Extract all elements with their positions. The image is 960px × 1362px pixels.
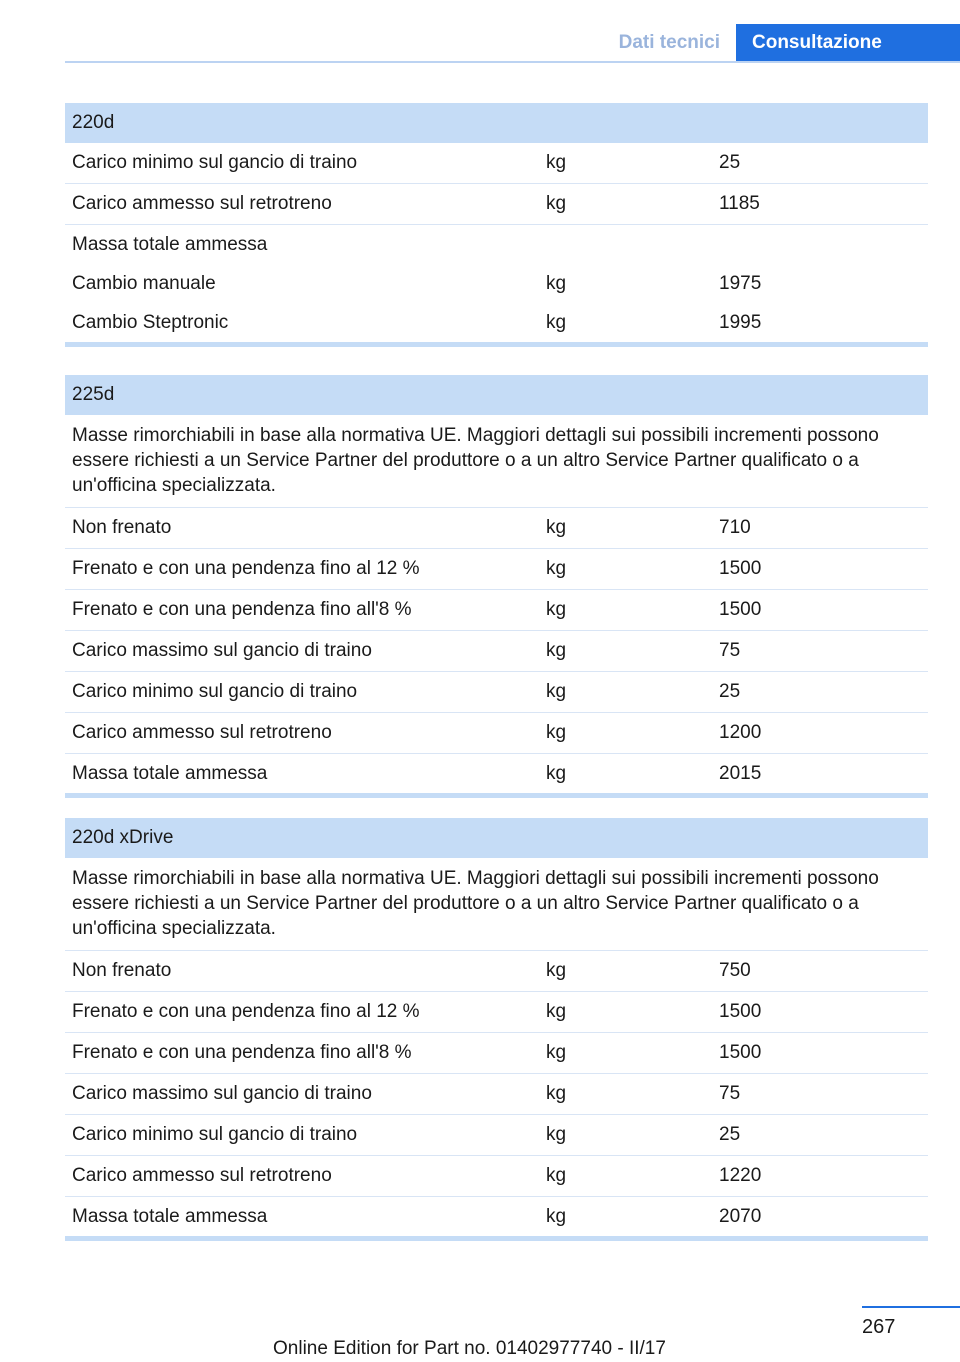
table-225d: [65, 375, 928, 798]
table-row: [65, 1074, 928, 1115]
row-value: 2070: [719, 1206, 762, 1227]
table-row: [65, 672, 928, 713]
footer-divider: [862, 1306, 960, 1308]
row-label: Carico massimo sul gancio di traino: [72, 640, 372, 661]
row-value: 1500: [719, 1042, 762, 1063]
page-header: [603, 24, 960, 62]
row-unit: kg: [546, 599, 567, 620]
table-row: [65, 1156, 928, 1197]
row-label: Carico ammesso sul retrotreno: [72, 1165, 332, 1186]
row-unit: kg: [546, 722, 567, 743]
row-label: Carico minimo sul gancio di traino: [72, 1124, 358, 1145]
row-value: 1220: [719, 1165, 762, 1186]
row-value: 2015: [719, 763, 762, 784]
row-value: 1500: [719, 599, 762, 620]
header-divider: [65, 61, 960, 63]
table-end-bar: [65, 793, 928, 798]
table-row: [65, 184, 928, 225]
table-row: [65, 951, 928, 992]
row-unit: kg: [546, 1083, 567, 1104]
row-unit: kg: [546, 1124, 567, 1145]
row-value: 75: [719, 640, 741, 661]
row-label: Non frenato: [72, 960, 172, 981]
table-note: Masse rimorchiabili in base alla normativa UE. Maggiori dettagli sui possibili incrementi possono essere richiesti a un Service Partner del produttore o a un altro Service Partner qualificato o a un'officina specializzata.: [65, 415, 928, 508]
row-unit: kg: [546, 517, 567, 538]
row-value: 25: [719, 1124, 741, 1145]
chapter-label: Consultazione: [736, 24, 960, 62]
row-unit: kg: [546, 273, 567, 294]
row-value: 710: [719, 517, 751, 538]
table-row: [65, 264, 928, 303]
row-label: Carico massimo sul gancio di traino: [72, 1083, 372, 1104]
table-note: Masse rimorchiabili in base alla normativa UE. Maggiori dettagli sui possibili incrementi possono essere richiesti a un Service Partner del produttore o a un altro Service Partner qualificato o a un'officina specializzata.: [65, 858, 928, 951]
table-end-bar: [65, 1236, 928, 1241]
row-unit: kg: [546, 960, 567, 981]
page-number: 267: [862, 1316, 896, 1338]
row-unit: kg: [546, 763, 567, 784]
table-row: [65, 303, 928, 342]
row-value: 1200: [719, 722, 762, 743]
table-row: [65, 549, 928, 590]
row-label: Massa totale ammessa: [72, 763, 268, 784]
row-unit: kg: [546, 193, 567, 214]
row-value: 25: [719, 681, 741, 702]
row-label: Cambio manuale: [72, 273, 216, 294]
row-label: Carico minimo sul gancio di traino: [72, 152, 358, 173]
table-end-bar: [65, 342, 928, 347]
row-label: Frenato e con una pendenza fino al 12 %: [72, 558, 420, 579]
table-row: [65, 992, 928, 1033]
row-unit: kg: [546, 681, 567, 702]
table-row: [65, 1115, 928, 1156]
row-label: Massa totale ammessa: [72, 1206, 268, 1227]
table-title: 225d: [65, 375, 928, 415]
row-unit: kg: [546, 312, 567, 333]
row-label: Frenato e con una pendenza fino all'8 %: [72, 1042, 412, 1063]
table-row: [65, 631, 928, 672]
table-220d-xdrive: [65, 818, 928, 1241]
row-label: Cambio Steptronic: [72, 312, 229, 333]
table-row: [65, 1197, 928, 1236]
row-label: Carico ammesso sul retrotreno: [72, 193, 332, 214]
table-row: [65, 1033, 928, 1074]
row-unit: kg: [546, 1165, 567, 1186]
row-value: 1185: [719, 193, 760, 214]
table-row: [65, 754, 928, 793]
row-label: Non frenato: [72, 517, 172, 538]
row-value: 1995: [719, 312, 762, 333]
edition-note: Online Edition for Part no. 01402977740 - II/17: [273, 1338, 666, 1359]
row-value: 1500: [719, 1001, 762, 1022]
row-value: 75: [719, 1083, 741, 1104]
row-unit: kg: [546, 558, 567, 579]
table-row: [65, 713, 928, 754]
row-label: Frenato e con una pendenza fino al 12 %: [72, 1001, 420, 1022]
row-label: Frenato e con una pendenza fino all'8 %: [72, 599, 412, 620]
table-title: 220d: [65, 103, 928, 143]
section-label: Dati tecnici: [618, 32, 720, 53]
row-unit: kg: [546, 1042, 567, 1063]
row-label: Carico minimo sul gancio di traino: [72, 681, 358, 702]
table-group-row: [65, 225, 928, 264]
row-unit: kg: [546, 152, 567, 173]
row-value: 1975: [719, 273, 762, 294]
group-label: Massa totale ammessa: [72, 234, 268, 255]
row-value: 25: [719, 152, 741, 173]
row-unit: kg: [546, 1001, 567, 1022]
row-value: 750: [719, 960, 751, 981]
row-unit: kg: [546, 1206, 567, 1227]
table-row: [65, 508, 928, 549]
row-value: 1500: [719, 558, 762, 579]
row-label: Carico ammesso sul retrotreno: [72, 722, 332, 743]
row-unit: kg: [546, 640, 567, 661]
table-220d: [65, 103, 928, 347]
table-row: [65, 590, 928, 631]
table-row: [65, 143, 928, 184]
table-title: 220d xDrive: [65, 818, 928, 858]
